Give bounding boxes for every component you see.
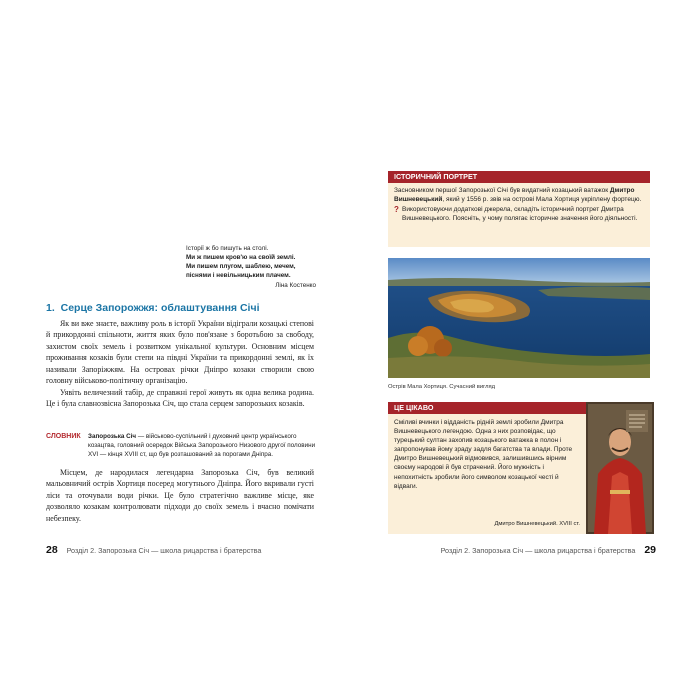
vyshnevetsky-portrait bbox=[586, 402, 654, 534]
portrait-box bbox=[388, 183, 650, 247]
running-head-left: Розділ 2. Запорозька Січ — школа рицарства і братерства bbox=[66, 546, 262, 555]
question-icon: ? bbox=[394, 205, 399, 215]
interesting-box bbox=[388, 414, 586, 534]
page-number-left: 28 bbox=[46, 544, 58, 556]
glossary-definition: — військово-суспільний і духовний центр українського козацтва, головний осередок Війська Запорозького Низового другої половини XVI — кінця XVIII ст, що був розташований за порогами Дніпра. bbox=[88, 433, 316, 458]
epigraph-line: піснями і невільницьким плачем. bbox=[186, 272, 291, 280]
epigraph-author: Ліна Костенко bbox=[275, 282, 316, 290]
khortytsia-photo bbox=[388, 258, 650, 378]
paragraph-1: Як ви вже знаєте, важливу роль в історії України відіграли козацькі степові й прикордонні спільноти, життя яких було пов'язане з боротьбою за свободу, захистом своїх земель і розвитком унікальної культури. Основним місцем проживання козаків були степи на півдні України та прикордонні землі, як їх називали Запоріжжям. На островах річки Дніпро козаки створили свою головну військово-політичну організацію. bbox=[46, 319, 314, 386]
page-number-right: 29 bbox=[644, 544, 656, 556]
section-title bbox=[46, 302, 316, 314]
glossary-term: Запорозька Січ bbox=[88, 433, 137, 440]
portrait-name: Дмитро Вишневецький bbox=[394, 187, 635, 204]
paragraph-2: Уявіть величезний табір, де справжні герої живуть як одна велика родина. Це і була славнозвісна Запорозька Січ, що стала серцем запорозьких козаків. bbox=[46, 388, 314, 409]
section-number: 1. bbox=[46, 302, 55, 314]
running-head-right: Розділ 2. Запорозька Січ — школа рицарства і братерства bbox=[440, 546, 636, 555]
interesting-box-heading: ЦЕ ЦІКАВО bbox=[388, 402, 586, 414]
portrait-box-heading: ІСТОРИЧНИЙ ПОРТРЕТ bbox=[388, 171, 650, 183]
epigraph-line: Історії ж бо пишуть на столі. bbox=[186, 245, 269, 252]
portrait-text: Засновником першої Запорозької Січі був видатний козацький ватажок Дмитро Вишневецький, який у 1556 р. звів на острові Мала Хортиця укріплену фортецю. bbox=[394, 187, 642, 204]
epigraph bbox=[186, 244, 316, 290]
epigraph-line: Ми пишем плугом, шаблею, мечем, bbox=[186, 263, 296, 271]
epigraph-line: Ми ж пишем кров'ю на своїй землі. bbox=[186, 254, 296, 262]
portrait-task: ? Використовуючи додаткові джерела, складіть історичний портрет Дмитра Вишневецького. Поясніть, у чому полягає історичне значення його діяльності. bbox=[394, 205, 638, 223]
interesting-text: Сміливі вчинки і відданість рідній землі зробили Дмитра Вишневецького легендою. Одна з них розповідає, що турецький султан захопив козацького ватажка в полон і запропонував йому зраду задля багатства та влади. Проте Дмитро Вишневецький відмовився, залишившись вірним своєму народові й був страчений. Його мужність і непохитність зробили його символом козацької честі й відваги. bbox=[394, 419, 573, 490]
photo-caption: Острів Мала Хортиця. Сучасний вигляд bbox=[388, 384, 496, 390]
right-page bbox=[350, 0, 700, 700]
glossary-box bbox=[46, 432, 318, 459]
glossary-label: СЛОВНИК bbox=[46, 433, 81, 440]
folio-right bbox=[424, 540, 656, 558]
paragraph-3: Місцем, де народилася легендарна Запорозька Січ, був великий мальовничий острів Хортиця посеред могутнього Дніпра. Його вкривали густі ліси та оточували води річки. Це було стратегічно важливе місце, яке дозволяло козакам контролювати підходи до своїх земель і вчасно помічати небезпеку. bbox=[46, 468, 314, 523]
portrait-caption: Дмитро Вишневецький. XVIII ст. bbox=[494, 520, 580, 527]
section-title-text: Серце Запорожжя: облаштування Січі bbox=[60, 302, 260, 314]
folio-left bbox=[46, 540, 261, 558]
